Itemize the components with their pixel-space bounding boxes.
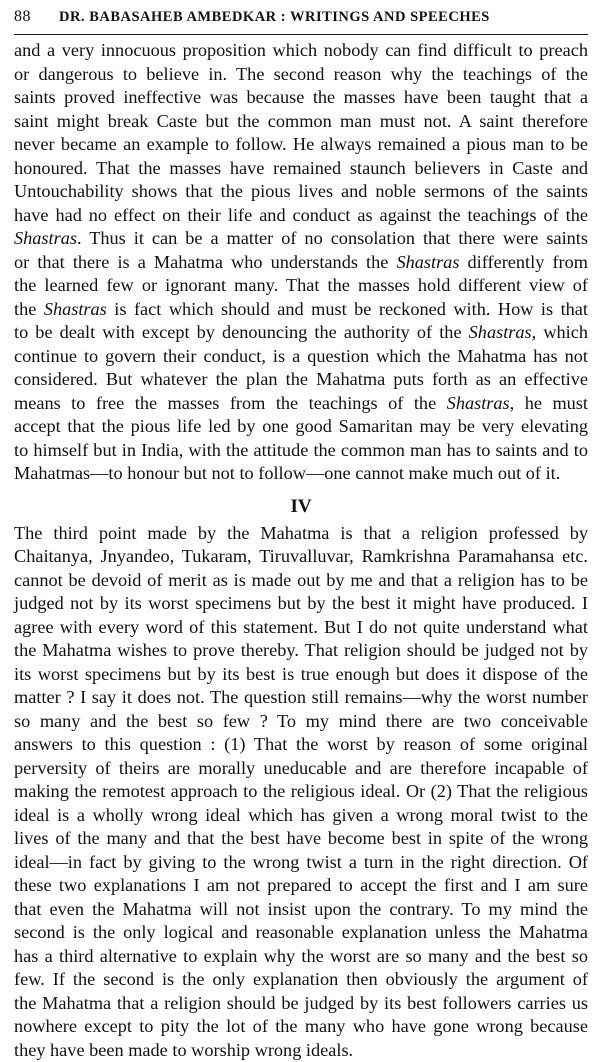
text-line: the Shastras is fact which should and must be reckoned with. How is that — [14, 298, 588, 322]
text-line: matter ? I say it does not. The question still remains—why the worst number — [14, 686, 588, 710]
book-page — [14, 8, 588, 1062]
text-line: considered. But whatever the plan the Mahatma puts forth as an effective — [14, 368, 588, 392]
text-line: making the remotest approach to the religious ideal. Or (2) That the religious — [14, 780, 588, 804]
text-line: Chaitanya, Jnyandeo, Tukaram, Tiruvalluvar, Ramkrishna Paramahansa etc. — [14, 545, 588, 569]
page-header — [14, 8, 588, 35]
text-line: second is the only logical and reasonable explanation unless the Mahatma — [14, 921, 588, 945]
text-line: The third point made by the Mahatma is that a religion professed by — [14, 522, 588, 546]
text-line: continue to govern their conduct, is a question which the Mahatma has not — [14, 345, 588, 369]
text-line: have had no effect on their life and conduct as against the teachings of the — [14, 204, 588, 228]
text-line: the Mahatma that a religion should be judged by its best followers carries us — [14, 992, 588, 1016]
text-line: to himself but in India, with the attitude the common man has to saints and to — [14, 439, 588, 463]
text-line: judged not by its worst specimens but by the best it might have produced. I — [14, 592, 588, 616]
text-line: saints proved ineffective was because the masses have been taught that a — [14, 86, 588, 110]
text-line: ideal is a wholly wrong ideal which has given a wrong moral twist to the — [14, 804, 588, 828]
text-line: its worst specimens but by its best is true enough but does it dispose of the — [14, 663, 588, 687]
text-line: they have been made to worship wrong ideals. — [14, 1039, 588, 1062]
paragraph-1 — [14, 39, 588, 486]
text-line: nowhere except to pity the lot of the many who have gone wrong because — [14, 1015, 588, 1039]
text-line: Shastras. Thus it can be a matter of no consolation that there were saints — [14, 227, 588, 251]
text-line: honoured. That the masses have remained staunch believers in Caste and — [14, 157, 588, 181]
text-line: agree with every word of this statement. But I do not quite understand what — [14, 616, 588, 640]
text-line: means to free the masses from the teachings of the Shastras, he must — [14, 392, 588, 416]
text-line: never became an example to follow. He always remained a pious man to be — [14, 133, 588, 157]
running-title: DR. BABASAHEB AMBEDKAR : WRITINGS AND SPEECHES — [59, 9, 490, 26]
text-line: perversity of theirs are morally uneducable and are therefore incapable of — [14, 757, 588, 781]
text-line: or that there is a Mahatma who understands the Shastras differently from — [14, 251, 588, 275]
text-line: accept that the pious life led by one good Samaritan may be very elevating — [14, 415, 588, 439]
text-line: so many and the best so few ? To my mind there are two conceivable — [14, 710, 588, 734]
text-line: cannot be devoid of merit as is made out by me and that a religion has to be — [14, 569, 588, 593]
text-line: few. If the second is the only explanation then obviously the argument of — [14, 968, 588, 992]
text-line: has a third alternative to explain why the worst are so many and the best so — [14, 945, 588, 969]
text-line: that even the Mahatma will not insist upon the contrary. To my mind the — [14, 898, 588, 922]
text-line: ideal—in fact by giving to the wrong twist a turn in the right direction. Of — [14, 851, 588, 875]
text-line: answers to this question : (1) That the worst by reason of some original — [14, 733, 588, 757]
text-line: the learned few or ignorant many. That the masses hold different view of — [14, 274, 588, 298]
text-line: these two explanations I am not prepared to accept the first and I am sure — [14, 874, 588, 898]
paragraph-2 — [14, 522, 588, 1062]
text-line: and a very innocuous proposition which nobody can find difficult to preach — [14, 39, 588, 63]
page-number: 88 — [14, 8, 31, 26]
text-line: saint might break Caste but the common man must not. A saint therefore — [14, 110, 588, 134]
text-line: the Mahatma wishes to prove thereby. That religion should be judged not by — [14, 639, 588, 663]
text-line: to be dealt with except by denouncing the authority of the Shastras, which — [14, 321, 588, 345]
text-line: Mahatmas—to honour but not to follow—one cannot make much out of it. — [14, 462, 588, 486]
text-line: or dangerous to believe in. The second reason why the teachings of the — [14, 63, 588, 87]
section-heading: IV — [14, 492, 588, 522]
text-line: lives of the many and that the best have become best in spite of the wrong — [14, 827, 588, 851]
text-line: Untouchability shows that the pious lives and noble sermons of the saints — [14, 180, 588, 204]
